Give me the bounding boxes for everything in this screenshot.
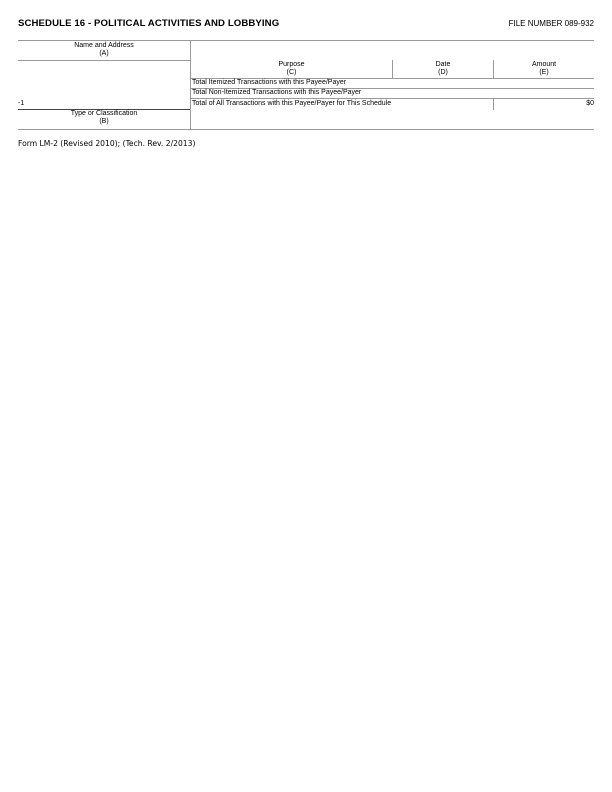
purpose-code: (C) (286, 69, 297, 76)
top-rule (18, 40, 594, 41)
column-divider (190, 40, 191, 130)
total-amount-divider (493, 98, 494, 110)
amount-label: Amount (531, 61, 557, 68)
entry-line-id: -1 (18, 100, 25, 107)
purpose-header (191, 61, 392, 77)
amount-header (494, 61, 594, 77)
date-code: (D) (438, 69, 448, 76)
bottom-rule (18, 129, 594, 130)
name-header-rule (18, 60, 190, 61)
name-address-code: (A) (99, 50, 109, 57)
file-number: FILE NUMBER 089-932 (508, 19, 594, 28)
name-address-header (18, 42, 190, 58)
type-classification-header (18, 110, 190, 126)
type-classification-label: Type or Classification (70, 110, 138, 117)
non-itemized-total-label: Total Non-Itemized Transactions with this Payee/Payer (192, 89, 362, 96)
amount-code: (E) (539, 69, 549, 76)
name-address-label: Name and Address (74, 42, 134, 49)
all-transactions-total-value: $0 (586, 100, 594, 107)
purpose-label: Purpose (278, 61, 305, 68)
non-itemized-rule (191, 98, 594, 99)
all-transactions-total-label: Total of All Transactions with this Payee/Payer for This Schedule (192, 100, 392, 107)
date-header (393, 61, 493, 77)
date-label: Date (435, 61, 451, 68)
type-classification-code: (B) (99, 118, 109, 125)
schedule-title: SCHEDULE 16 - POLITICAL ACTIVITIES AND LOBBYING (18, 18, 280, 29)
schedule-form (18, 40, 594, 130)
form-revision-footer: Form LM-2 (Revised 2010); (Tech. Rev. 2/2013) (18, 139, 196, 148)
itemized-total-label: Total Itemized Transactions with this Payee/Payer (192, 79, 347, 86)
